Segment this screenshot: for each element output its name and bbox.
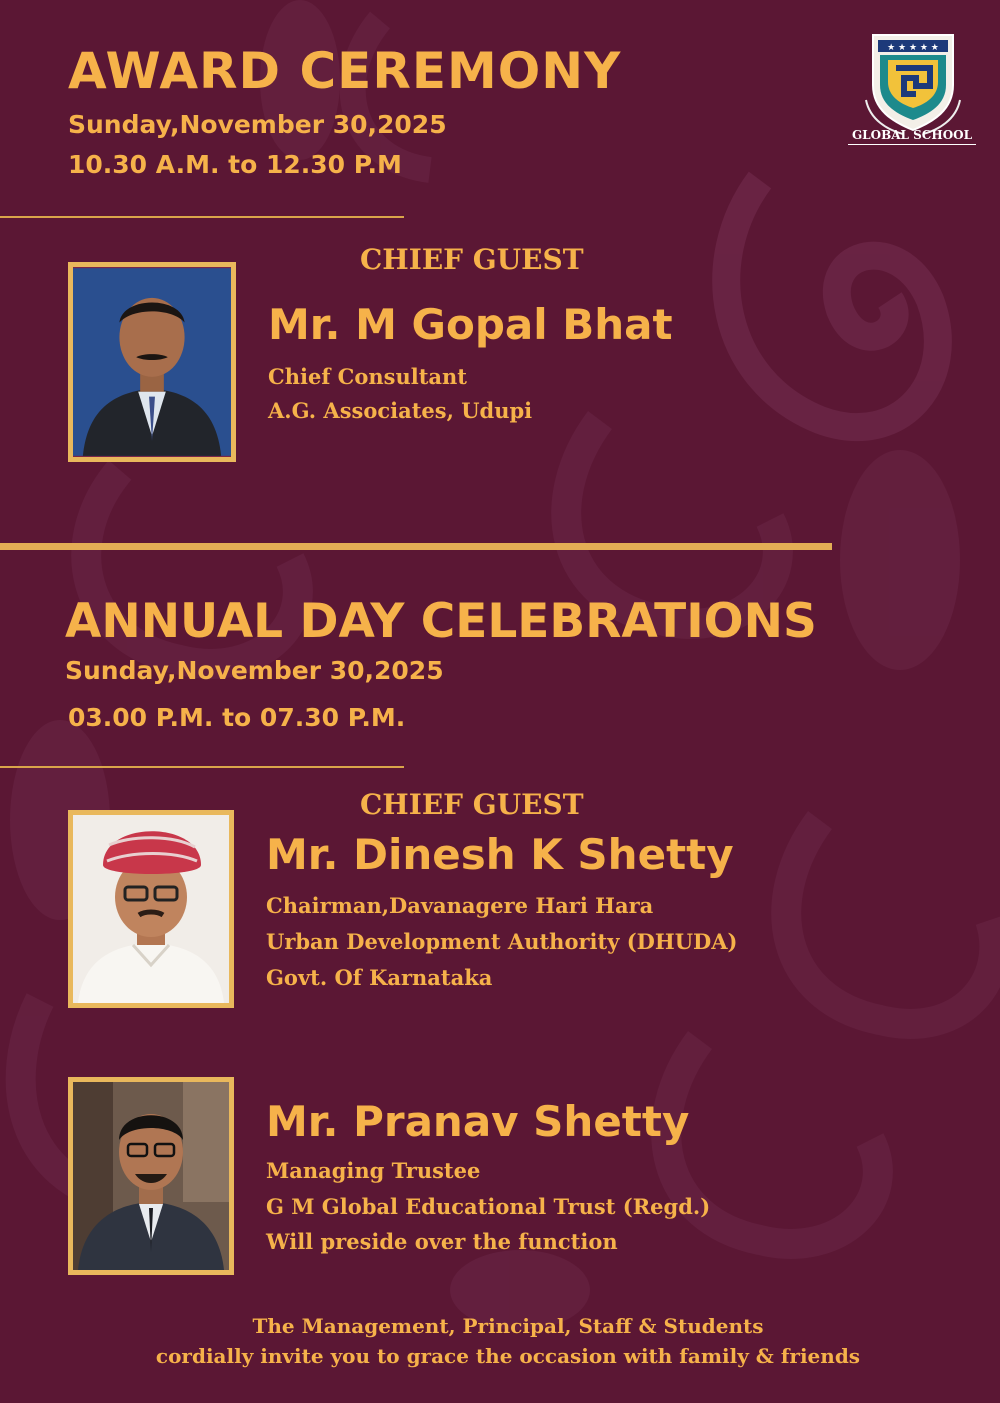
annual-guest-line-3: Govt. Of Karnataka — [266, 965, 493, 990]
portrait-man-turban-icon — [73, 815, 229, 1003]
presider-line-3: Will preside over the function — [266, 1229, 618, 1254]
award-guest-line-2: A.G. Associates, Udupi — [268, 398, 533, 423]
footer-line-1: The Management, Principal, Staff & Students — [252, 1314, 764, 1338]
award-chief-guest-heading: CHIEF GUEST — [360, 243, 584, 276]
presider-line-1: Managing Trustee — [266, 1158, 481, 1183]
section-divider — [0, 543, 832, 550]
award-date: Sunday,November 30,2025 — [68, 110, 447, 139]
award-title: AWARD CEREMONY — [68, 42, 622, 100]
annual-guest-line-1: Chairman,Davanagere Hari Hara — [266, 893, 654, 918]
annual-title: ANNUAL DAY CELEBRATIONS — [65, 594, 817, 649]
annual-time: 03.00 P.M. to 07.30 P.M. — [68, 703, 406, 732]
annual-guest-line-2: Urban Development Authority (DHUDA) — [266, 929, 738, 954]
pranav-shetty-photo — [68, 1077, 234, 1275]
annual-date: Sunday,November 30,2025 — [65, 656, 444, 685]
award-time: 10.30 A.M. to 12.30 P.M — [68, 150, 402, 179]
footer-line-2: cordially invite you to grace the occasion with family & friends — [155, 1344, 861, 1368]
presider-line-2: G M Global Educational Trust (Regd.) — [266, 1194, 711, 1219]
presider-name: Mr. Pranav Shetty — [266, 1097, 690, 1146]
annual-chief-guest-heading: CHIEF GUEST — [360, 788, 584, 821]
award-guest-line-1: Chief Consultant — [268, 364, 467, 389]
portrait-man-suit-icon — [73, 267, 231, 457]
dinesh-shetty-photo — [68, 810, 234, 1008]
gopal-bhat-photo — [68, 262, 236, 462]
svg-text:★ ★ ★ ★ ★: ★ ★ ★ ★ ★ — [887, 43, 939, 53]
school-name: GLOBAL SCHOOL — [848, 128, 976, 145]
divider-line — [0, 766, 404, 768]
divider-line — [0, 216, 404, 218]
award-guest-name: Mr. M Gopal Bhat — [268, 300, 673, 349]
portrait-man-office-icon — [73, 1082, 229, 1270]
annual-guest-name: Mr. Dinesh K Shetty — [266, 830, 734, 879]
